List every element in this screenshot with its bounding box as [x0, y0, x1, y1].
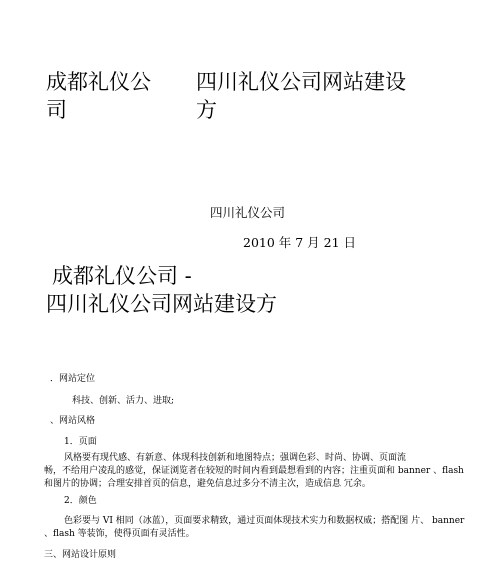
paragraph-line: 畅，不给用户凌乱的感觉，保证浏览者在较短的时间内看到最想看到的内容；注重页面和 banner 、flash [44, 466, 464, 476]
paragraph-line: 和图片的协调；合理安排首页的信息，避免信息过多分不清主次，造成信息 冗余。 [44, 479, 371, 489]
section-body: 科技、创新、活力、进取; [72, 396, 175, 406]
paragraph-line: 色彩要与 VI 相同（冰蓝），页面要求精致，通过页面体现技术实力和数据权威；搭配图 片、 banner [64, 516, 465, 526]
paragraph-line: 风格要有现代感、有新意、体现科技创新和地图特点；强调色彩、时尚、协调、页面流 [64, 453, 407, 463]
paragraph-line: 、flash 等装饰，使得页面有灵活性。 [44, 529, 195, 539]
section-heading: 、网站风格 [50, 416, 96, 426]
subsection-heading: 2．颜色 [64, 496, 97, 506]
section-heading: 三、网站设计原则 [44, 550, 117, 560]
cover-left-title-line1: 成都礼仪公 [46, 70, 151, 94]
cover-left-title-line2: 司 [46, 98, 67, 122]
cover-company: 四川礼仪公司 [210, 205, 286, 220]
cover-right-title-line1: 四川礼仪公司网站建设 [196, 70, 406, 94]
cover-date: 2010 年 7 月 21 日 [243, 235, 357, 250]
cover-right-title-line2: 方 [196, 98, 217, 122]
subsection-heading: 1．页面 [64, 437, 97, 447]
main-title-line1: 成都礼仪公司 - [52, 264, 192, 288]
section-heading: ．网站定位 [50, 374, 96, 384]
main-title-line2: 四川礼仪公司网站建设方 [46, 292, 277, 316]
